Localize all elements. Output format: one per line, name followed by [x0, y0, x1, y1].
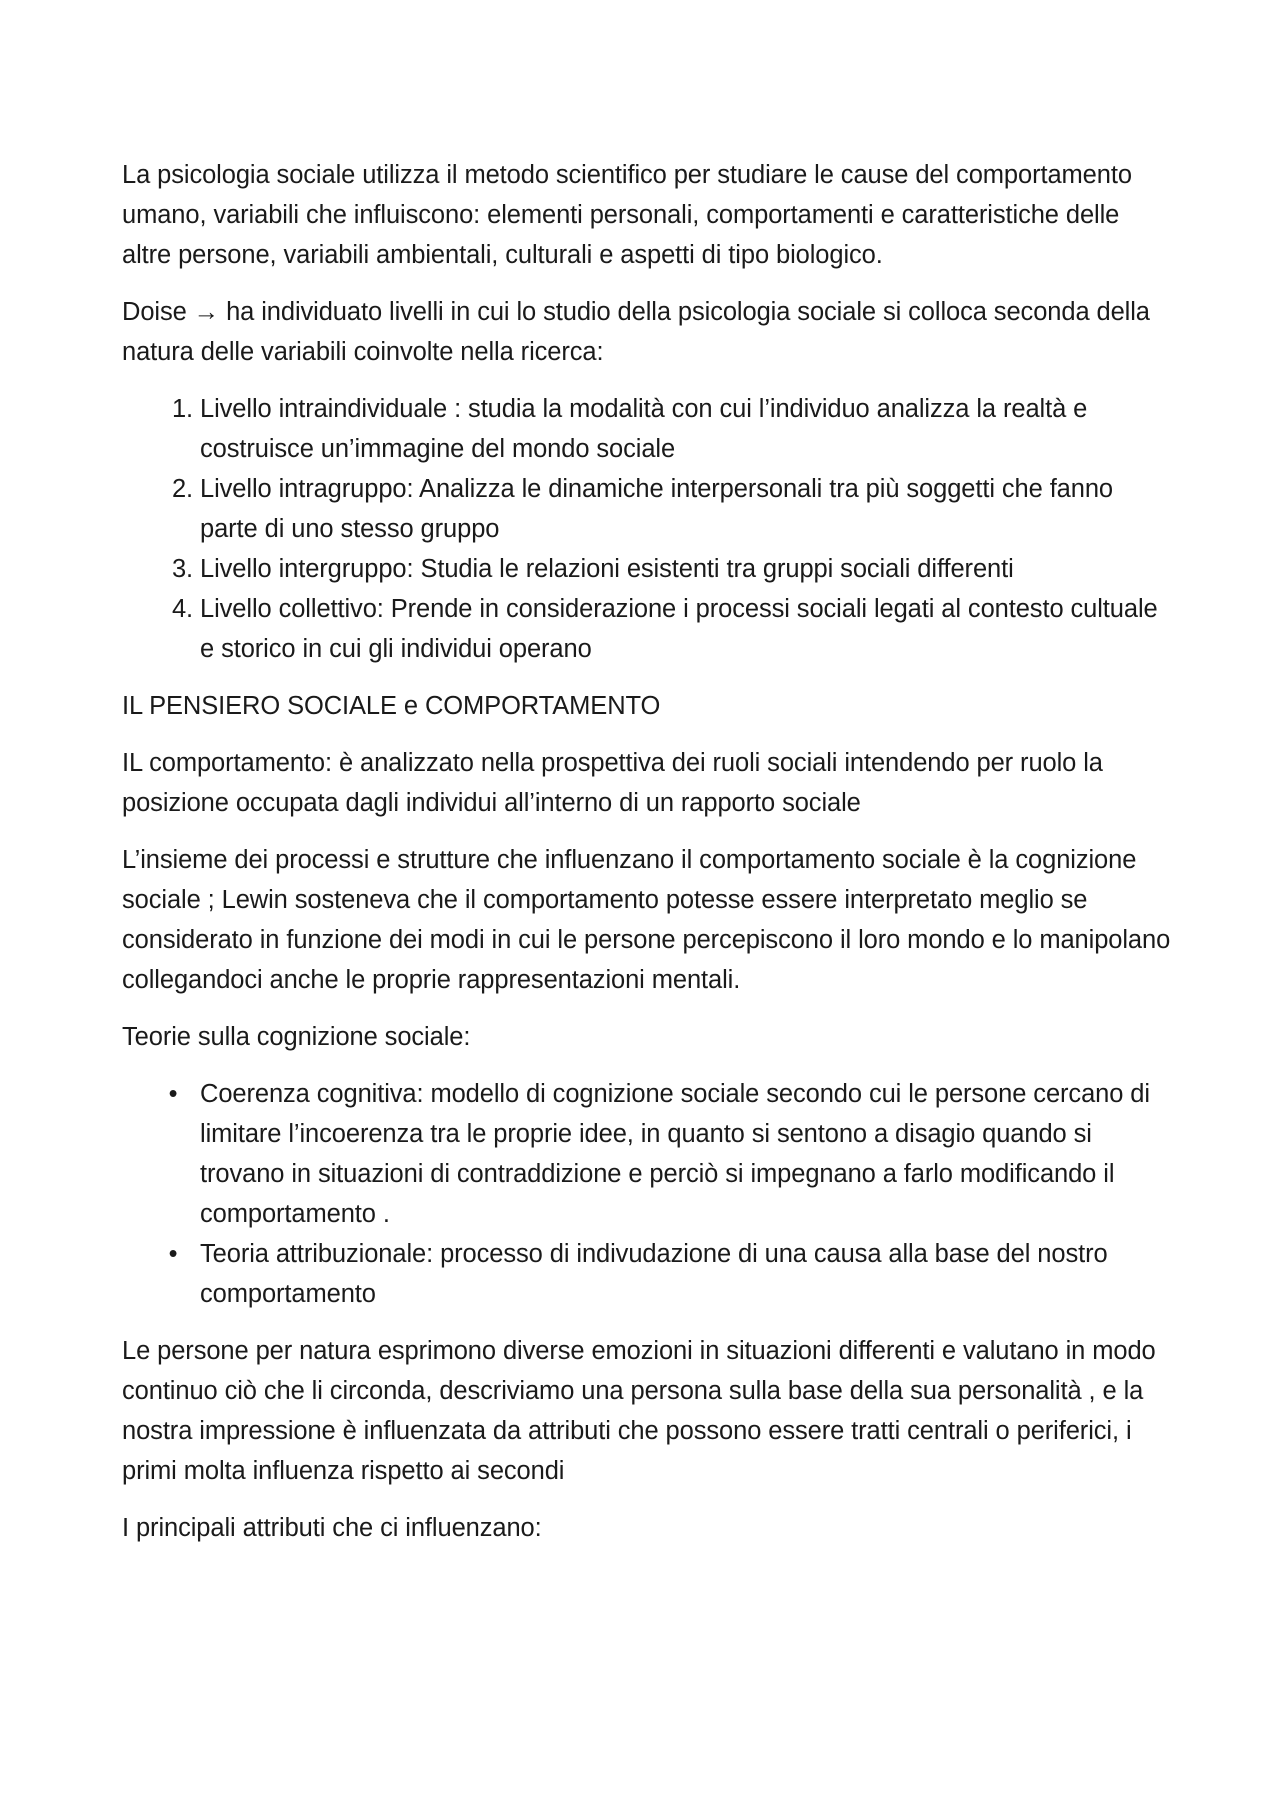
attributes-intro: I principali attributi che ci influenzano:	[122, 1514, 542, 1542]
bullet-icon: •	[168, 1240, 178, 1268]
levels-list	[122, 389, 1172, 669]
level-item: 3. Livello intergruppo: Studia le relazioni esistenti tra gruppi sociali differenti	[200, 549, 1172, 589]
theory-item	[168, 1074, 1172, 1234]
level-item: 1. Livello intraindividuale : studia la modalità con cui l’individuo analizza la realtà e costruisce un’immagine del mondo sociale	[200, 389, 1172, 469]
bullet-icon: •	[168, 1080, 178, 1108]
impression-paragraph: Le persone per natura esprimono diverse emozioni in situazioni differenti e valutano in modo continuo ciò che li circonda, descriviamo una persona sulla base della sua personalità , e la nostra impressione è influenzata da attributi che possono essere tratti centrali o periferici, i primi molta influenza rispetto ai secondi	[122, 1337, 1156, 1485]
section-heading: IL PENSIERO SOCIALE e COMPORTAMENTO	[122, 692, 661, 720]
theory-text: Teoria attribuzionale: processo di indivudazione di una causa alla base del nostro comportamento	[200, 1240, 1108, 1308]
social-cognition-paragraph: L’insieme dei processi e strutture che influenzano il comportamento sociale è la cognizione sociale ; Lewin sosteneva che il comportamento potesse essere interpretato meglio se considerato in funzione dei modi in cui le persone percepiscono il loro mondo e lo manipolano collegandoci anche le proprie rappresentazioni mentali.	[122, 846, 1171, 994]
theory-text: Coerenza cognitiva: modello di cognizione sociale secondo cui le persone cercano di limitare l’incoerenza tra le proprie idee, in quanto si sentono a disagio quando si trovano in situazioni di contraddizione e perciò si impegnano a farlo modificando il comportamento .	[200, 1080, 1150, 1228]
level-item: 2. Livello intragruppo: Analizza le dinamiche interpersonali tra più soggetti che fanno parte di uno stesso gruppo	[200, 469, 1172, 549]
theory-item	[168, 1234, 1172, 1314]
intro-paragraph: La psicologia sociale utilizza il metodo scientifico per studiare le cause del comportamento umano, variabili che influiscono: elementi personali, comportamenti e caratteristiche delle altre persone, variabili ambientali, culturali e aspetti di tipo biologico.	[122, 161, 1132, 269]
doise-paragraph: Doise → ha individuato livelli in cui lo studio della psicologia sociale si colloca seconda della natura delle variabili coinvolte nella ricerca:	[122, 298, 1150, 366]
behavior-paragraph: IL comportamento: è analizzato nella prospettiva dei ruoli sociali intendendo per ruolo la posizione occupata dagli individui all’interno di un rapporto sociale	[122, 749, 1103, 817]
theories-list	[122, 1074, 1172, 1314]
theories-intro: Teorie sulla cognizione sociale:	[122, 1023, 471, 1051]
document-page	[122, 155, 1172, 1565]
level-item: 4. Livello collettivo: Prende in considerazione i processi sociali legati al contesto cultuale e storico in cui gli individui operano	[200, 589, 1172, 669]
